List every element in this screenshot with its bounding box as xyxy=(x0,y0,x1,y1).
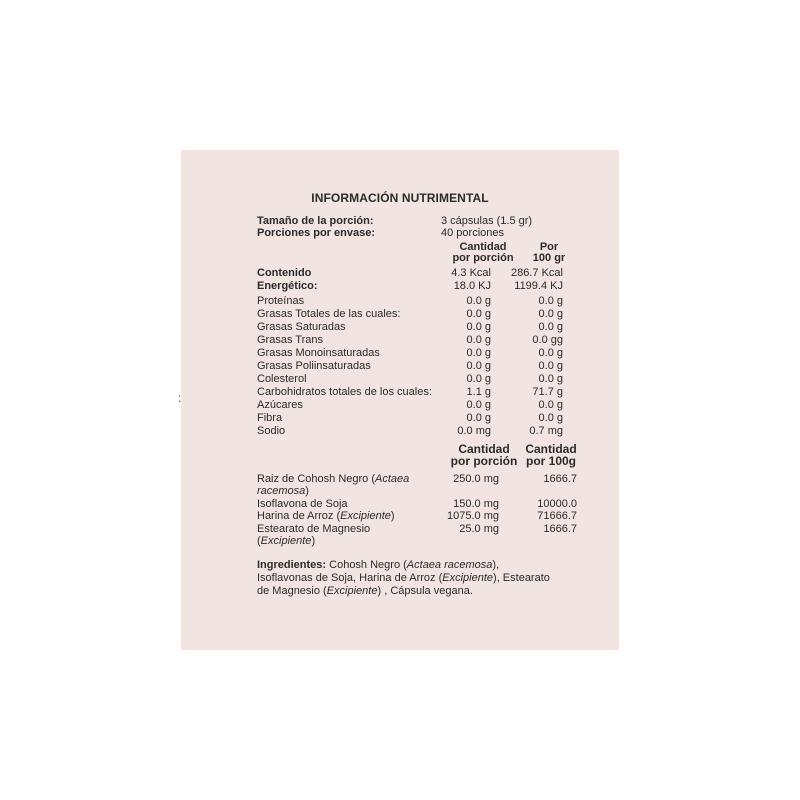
nutrient-name: Fibra xyxy=(257,412,283,424)
nutrient-per100: 0.0 gg xyxy=(532,334,563,346)
nutrient-portion: 0.0 g xyxy=(466,412,491,424)
header2-col2-line1: Cantidad xyxy=(525,442,577,456)
header1-col1-line1: Cantidad xyxy=(459,241,507,253)
active-name xyxy=(257,523,417,547)
active-name-italic: Actaea racemosa xyxy=(257,473,410,497)
header1-col2 xyxy=(519,242,579,264)
energy-label-line2: Energético: xyxy=(257,280,318,292)
ingredients-label: Ingredientes: xyxy=(257,559,327,571)
ingredients-part: Cohosh Negro ( xyxy=(326,559,407,571)
nutrient-name: Grasas Monoinsaturadas xyxy=(257,347,380,359)
edge-mark: : xyxy=(178,391,182,405)
active-name-end: ) xyxy=(311,535,316,547)
nutrient-name: Grasas Totales de las cuales: xyxy=(257,308,401,320)
active-portion: 1075.0 mg xyxy=(447,510,499,522)
active-name-italic: Excipiente xyxy=(260,535,312,547)
nutrition-panel xyxy=(181,150,619,650)
ingredients-italic: Excipiente xyxy=(326,585,378,597)
active-name-end: ) xyxy=(305,485,309,497)
active-per100: 1666.7 xyxy=(543,473,577,485)
header2-col1-line2: por porción xyxy=(450,454,518,468)
portions-value: 40 porciones xyxy=(441,227,504,239)
active-name xyxy=(257,510,437,522)
nutrient-name: Grasas Trans xyxy=(257,334,324,346)
nutrient-per100: 0.7 mg xyxy=(529,425,563,437)
ingredients-italic: Excipiente xyxy=(442,572,494,584)
nutrient-portion: 0.0 g xyxy=(466,334,491,346)
nutrient-name: Azúcares xyxy=(257,399,303,411)
nutrient-portion: 1.1 g xyxy=(466,386,491,398)
nutrient-name: Colesterol xyxy=(257,373,307,385)
ingredients-part: ), Isoflavonas de Soja, Harina de Arroz ( xyxy=(257,559,500,584)
active-name-end: ) xyxy=(390,510,395,522)
header1-col1 xyxy=(443,242,523,264)
serving-size-value: 3 cápsulas (1.5 gr) xyxy=(441,215,533,227)
nutrient-name: Grasas Poliinsaturadas xyxy=(257,360,371,372)
header2-col1 xyxy=(442,443,526,467)
nutrient-per100: 0.0 g xyxy=(538,295,563,307)
active-name-text: Raiz de Cohosh Negro ( xyxy=(257,473,376,485)
nutrient-per100: 0.0 g xyxy=(538,347,563,359)
nutrient-portion: 0.0 g xyxy=(466,360,491,372)
ingredients-part: ) , Cápsula vegana. xyxy=(377,585,473,597)
active-portion: 150.0 mg xyxy=(453,498,499,510)
portions-label: Porciones por envase: xyxy=(257,227,375,239)
active-name-text: Isoflavona de Soja xyxy=(257,498,348,510)
active-name xyxy=(257,498,437,510)
active-name-text: Estearato de Magnesio ( xyxy=(257,523,371,547)
active-name-text: Harina de Arroz ( xyxy=(257,510,341,522)
header1-col1-line2: por porción xyxy=(452,252,514,264)
nutrient-portion: 0.0 g xyxy=(466,373,491,385)
nutrient-per100: 0.0 g xyxy=(538,308,563,320)
nutrient-per100: 0.0 g xyxy=(538,373,563,385)
nutrient-name: Sodio xyxy=(257,425,286,437)
header1-col2-line2: 100 gr xyxy=(532,252,566,264)
nutrient-portion: 0.0 mg xyxy=(457,425,491,437)
nutrient-portion: 0.0 g xyxy=(466,399,491,411)
header2-col2-line2: por 100g xyxy=(525,454,576,468)
serving-size-label: Tamaño de la porción: xyxy=(257,215,374,227)
nutrient-portion: 0.0 g xyxy=(466,321,491,333)
ingredients-text xyxy=(257,559,557,598)
nutrient-name: Proteínas xyxy=(257,295,305,307)
nutrient-per100: 0.0 g xyxy=(538,360,563,372)
nutrient-name: Carbohidratos totales de los cuales: xyxy=(257,386,432,398)
active-portion: 25.0 mg xyxy=(459,523,499,535)
nutrient-portion: 0.0 g xyxy=(466,295,491,307)
active-name xyxy=(257,473,437,497)
active-per100: 71666.7 xyxy=(537,510,577,522)
energy-kcal-100: 286.7 Kcal xyxy=(511,267,563,279)
active-per100: 1666.7 xyxy=(543,523,577,535)
nutrient-per100: 0.0 g xyxy=(538,321,563,333)
panel-title: INFORMACIÓN NUTRIMENTAL xyxy=(311,191,489,205)
header1-col2-line1: Por xyxy=(539,241,559,253)
header2-col2 xyxy=(519,443,583,467)
nutrient-per100: 0.0 g xyxy=(538,412,563,424)
energy-kj-100: 1199.4 KJ xyxy=(514,280,563,292)
nutrient-name: Grasas Saturadas xyxy=(257,321,346,333)
active-portion: 250.0 mg xyxy=(453,473,499,485)
active-name-italic: Excipiente xyxy=(340,510,391,522)
ingredients-part: ), Estearato de Magnesio ( xyxy=(257,572,550,597)
ingredients-italic: Actaea racemosa xyxy=(406,559,493,571)
energy-label-line1: Contenido xyxy=(257,267,312,279)
header2-col1-line1: Cantidad xyxy=(458,442,510,456)
nutrient-per100: 0.0 g xyxy=(538,399,563,411)
energy-kcal-portion: 4.3 Kcal xyxy=(451,267,491,279)
nutrient-portion: 0.0 g xyxy=(466,308,491,320)
nutrient-per100: 71.7 g xyxy=(532,386,563,398)
active-per100: 10000.0 xyxy=(537,498,577,510)
nutrient-portion: 0.0 g xyxy=(466,347,491,359)
energy-kj-portion: 18.0 KJ xyxy=(453,280,491,292)
